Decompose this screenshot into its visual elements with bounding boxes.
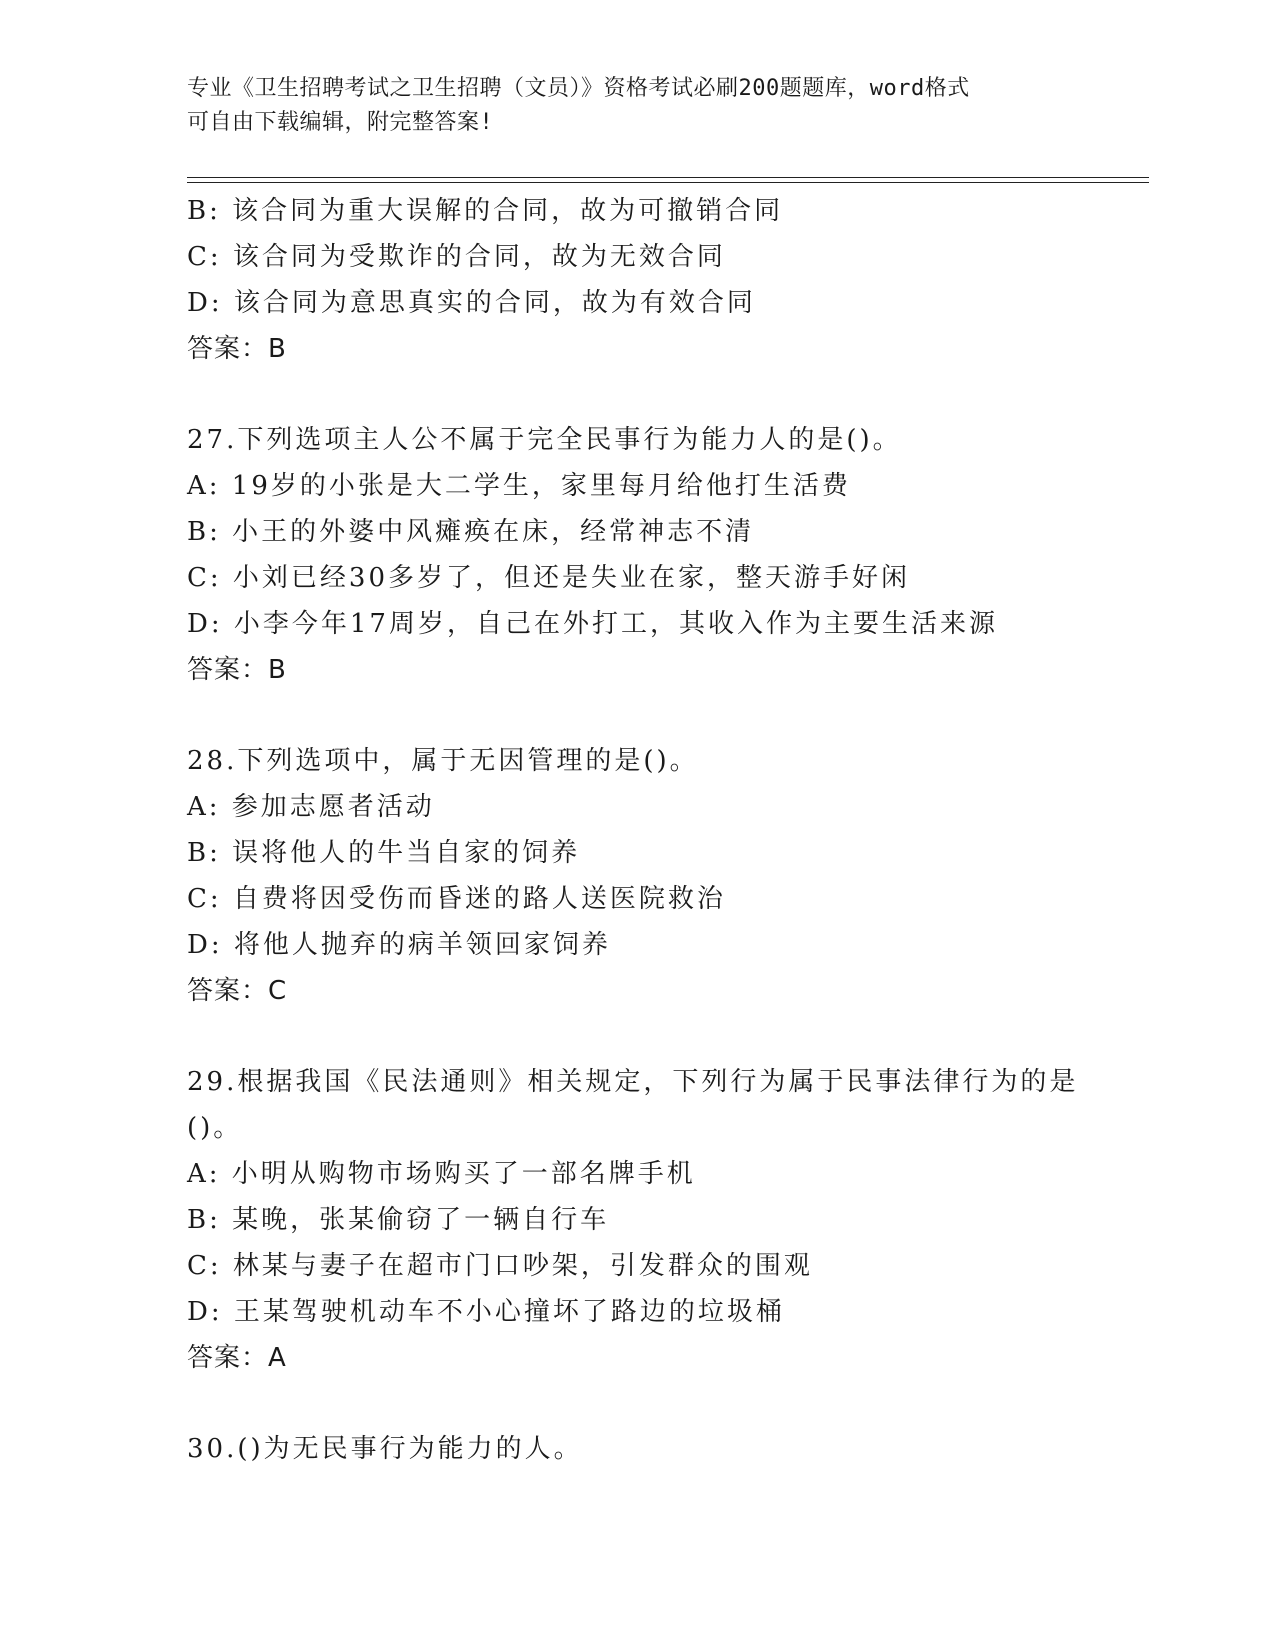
q28-option-c: C: 自费将因受伤而昏迷的路人送医院救治 — [187, 884, 726, 914]
q29-answer: 答案：A — [187, 1343, 287, 1373]
question-28-block — [187, 738, 1087, 1014]
q30-question: 30.()为无民事行为能力的人。 — [187, 1434, 583, 1464]
q26-answer: 答案：B — [187, 334, 287, 364]
header-subtitle-line: 可自由下载编辑，附完整答案! — [187, 110, 494, 135]
q29-question-line1: 29.根据我国《民法通则》相关规定，下列行为属于民事法律行为的是 — [187, 1067, 1079, 1097]
spacer — [187, 1014, 1087, 1059]
q27-option-d: D: 小李今年17周岁，自己在外打工，其收入作为主要生活来源 — [187, 609, 998, 639]
question-26-block — [187, 188, 1087, 372]
q28-option-b: B: 误将他人的牛当自家的饲养 — [187, 838, 581, 868]
q29-option-b: B: 某晚，张某偷窃了一辆自行车 — [187, 1205, 610, 1235]
document-header — [187, 72, 1087, 140]
q29-option-c: C: 林某与妻子在超市门口吵架，引发群众的围观 — [187, 1251, 813, 1281]
q26-option-c: C: 该合同为受欺诈的合同，故为无效合同 — [187, 242, 726, 272]
q28-option-d: D: 将他人抛弃的病羊领回家饲养 — [187, 930, 611, 960]
q27-question: 27.下列选项主人公不属于完全民事行为能力人的是()。 — [187, 425, 902, 455]
question-29-block — [187, 1059, 1087, 1381]
question-30-block — [187, 1426, 1087, 1472]
q26-option-d: D: 该合同为意思真实的合同，故为有效合同 — [187, 288, 756, 318]
header-title-line: 专业《卫生招聘考试之卫生招聘（文员）》资格考试必刷200题题库，word格式 — [187, 76, 970, 101]
q28-answer: 答案：C — [187, 976, 288, 1006]
q29-option-a: A: 小明从购物市场购买了一部名牌手机 — [187, 1159, 696, 1189]
spacer — [187, 1381, 1087, 1426]
spacer — [187, 372, 1087, 417]
q29-option-d: D: 王某驾驶机动车不小心撞坏了路边的垃圾桶 — [187, 1297, 785, 1327]
q27-option-b: B: 小王的外婆中风瘫痪在床，经常神志不清 — [187, 517, 755, 547]
header-divider-top — [187, 177, 1149, 178]
header-divider-bottom — [187, 182, 1149, 183]
q27-option-c: C: 小刘已经30多岁了，但还是失业在家，整天游手好闲 — [187, 563, 911, 593]
q29-question-line2: ()。 — [187, 1113, 243, 1143]
q28-option-a: A: 参加志愿者活动 — [187, 792, 435, 822]
q27-answer: 答案：B — [187, 655, 287, 685]
q26-option-b: B: 该合同为重大误解的合同，故为可撤销合同 — [187, 196, 784, 226]
q27-option-a: A: 19岁的小张是大二学生，家里每月给他打生活费 — [187, 471, 851, 501]
question-27-block — [187, 417, 1087, 693]
question-list — [187, 188, 1087, 1472]
q28-question: 28.下列选项中，属于无因管理的是()。 — [187, 746, 699, 776]
spacer — [187, 693, 1087, 738]
